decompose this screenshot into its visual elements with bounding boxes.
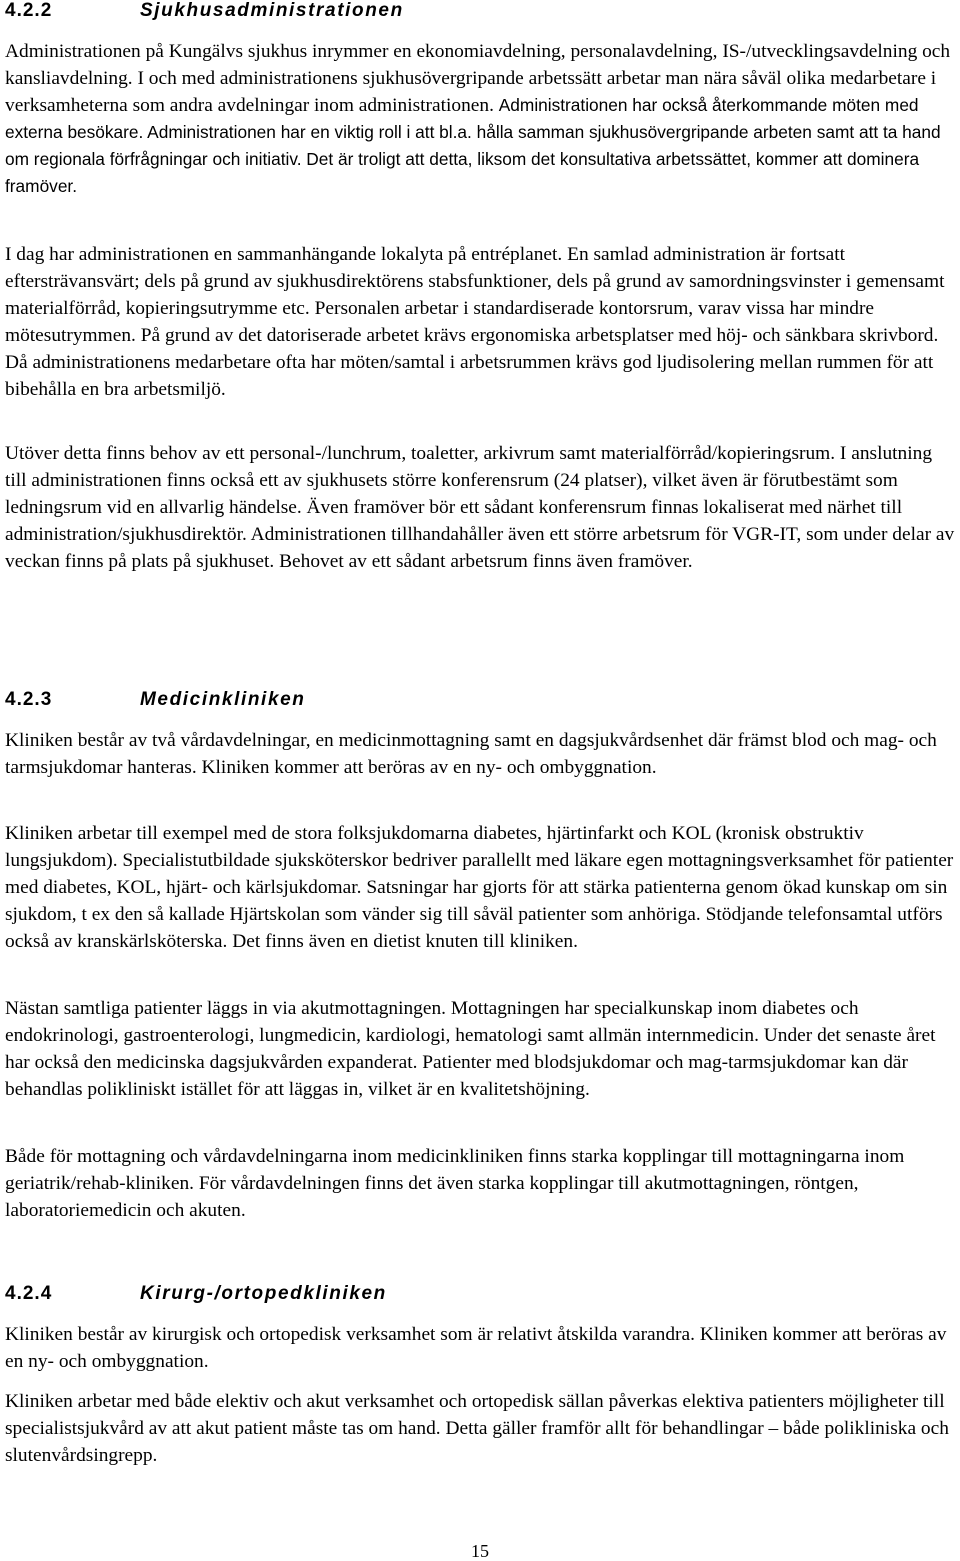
paragraph-4-2-3-1 <box>5 727 956 781</box>
paragraph: Utöver detta finns behov av ett personal-/lunchrum, toaletter, arkivrum samt materialförråd/kopieringsrum. I anslutning till administrationen finns också ett av sjukhusets större konferensrum (24 platser), vilket även är förutbestämt som ledningsrum vid en allvarlig händelse. Även framöver bör ett sådant konferensrum finnas lokaliserat med närhet till administration/sjukhusdirektör. Administrationen tillhandahåller även ett större arbetsrum för VGR-IT, som under delar av veckan finns på plats på sjukhuset. Behovet av ett sådant arbetsrum finns även framöver. <box>5 443 955 572</box>
paragraph-4-2-4-2 <box>5 1388 956 1469</box>
paragraph-part-sans: Administrationen har också återkommande möten med externa besökare. Administrationen har en viktig roll i att bl.a. hålla samman sjukhusövergripande arbeten samt att ta hand om regionala förfrågningar och initiativ. Det är troligt att detta, liksom det konsultativa arbetssättet, kommer att dominera framöver. <box>5 95 941 196</box>
section-number: 4.2.2 <box>5 0 53 21</box>
section-title: Medicinkliniken <box>140 689 306 710</box>
section-4-2-2 <box>5 0 956 23</box>
paragraph: Kliniken består av två vårdavdelningar, en medicinmottagning samt en dagsjukvårdsenhet där främst blod och mag- och tarmsjukdomar hanteras. Kliniken kommer att beröras av en ny- och ombyggnation. <box>5 730 937 778</box>
section-title: Sjukhusadministrationen <box>140 0 404 21</box>
page-number: 15 <box>471 1541 489 1561</box>
section-heading <box>5 688 956 712</box>
paragraph: Kliniken arbetar med både elektiv och akut verksamhet och ortopedisk sällan påverkas elektiva patienters möjligheter till specialistsjukvård av att akut patient måste tas om hand. Detta gäller framför allt för behandlingar – både polikliniska och slutenvårdsingrepp. <box>5 1391 949 1466</box>
paragraph-4-2-2-1 <box>5 38 956 200</box>
paragraph-4-2-3-3 <box>5 995 956 1103</box>
section-number: 4.2.3 <box>5 689 53 710</box>
paragraph-4-2-3-4 <box>5 1143 956 1224</box>
paragraph: Både för mottagning och vårdavdelningarna inom medicinkliniken finns starka kopplingar till mottagningarna inom geriatrik/rehab-kliniken. För vårdavdelningen finns det även starka kopplingar till akutmottagningen, röntgen, laboratoriemedicin och akuten. <box>5 1146 905 1221</box>
paragraph: Kliniken består av kirurgisk och ortopedisk verksamhet som är relativt åtskilda varandra. Kliniken kommer att beröras av en ny- och ombyggnation. <box>5 1324 947 1372</box>
paragraph-4-2-4-1 <box>5 1321 956 1375</box>
section-title: Kirurg-/ortopedkliniken <box>140 1283 387 1304</box>
section-heading <box>5 0 956 23</box>
section-4-2-4 <box>5 1282 956 1306</box>
section-heading <box>5 1282 956 1306</box>
paragraph-4-2-2-2 <box>5 241 956 403</box>
paragraph: Nästan samtliga patienter läggs in via akutmottagningen. Mottagningen har specialkunskap inom diabetes och endokrinologi, gastroenterologi, lungmedicin, kardiologi, hematologi samt allmän internmedicin. Under det senaste året har också den medicinska dagsjukvården expanderat. Patienter med blodsjukdomar och mag-tarmsjukdomar kan där behandlas polikliniskt istället för att läggas in, vilket är en kvalitetshöjning. <box>5 998 936 1100</box>
paragraph: I dag har administrationen en sammanhängande lokalyta på entréplanet. En samlad administration är fortsatt eftersträvansvärt; dels på grund av sjukhusdirektörens stabsfunktioner, dels på grund av samordningsvinster i gemensamt materialförråd, kopieringsutrymme etc. Personalen arbetar i standardiserade kontorsrum, varav vissa har mindre mötesutrymmen. På grund av det datoriserade arbetet krävs ergonomiska arbetsplatser med höj- och sänkbara skrivbord. Då administrationens medarbetare ofta har möten/samtal i arbetsrummen krävs god ljudisolering mellan rummen för att bibehålla en bra arbetsmiljö. <box>5 244 945 400</box>
paragraph-4-2-2-3 <box>5 440 956 575</box>
paragraph-part-serif: Administrationen på Kungälvs sjukhus inrymmer en ekonomiavdelning, personalavdelning, IS-/utvecklingsavdelning och kansliavdelning. I och med administrationens sjukhusövergripande arbetssätt arbetar man nära såväl olika medarbetare i verksamheterna som andra avdelningar inom administrationen. <box>5 41 951 116</box>
paragraph-4-2-3-2 <box>5 820 956 955</box>
paragraph <box>5 38 956 200</box>
section-4-2-3 <box>5 688 956 712</box>
paragraph: Kliniken arbetar till exempel med de stora folksjukdomarna diabetes, hjärtinfarkt och KOL (kronisk obstruktiv lungsjukdom). Specialistutbildade sjuksköterskor bedriver parallellt med läkare egen mottagningsverksamhet för patienter med diabetes, KOL, hjärt- och kärlsjukdomar. Satsningar har gjorts för att stärka patienterna genom ökad kunskap om sin sjukdom, t ex den så kallade Hjärtskolan som vänder sig till såväl patienter som anhöriga. Stödjande telefonsamtal utförs också av kranskärlsköterska. Det finns även en dietist knuten till kliniken. <box>5 823 954 952</box>
section-number: 4.2.4 <box>5 1283 53 1304</box>
